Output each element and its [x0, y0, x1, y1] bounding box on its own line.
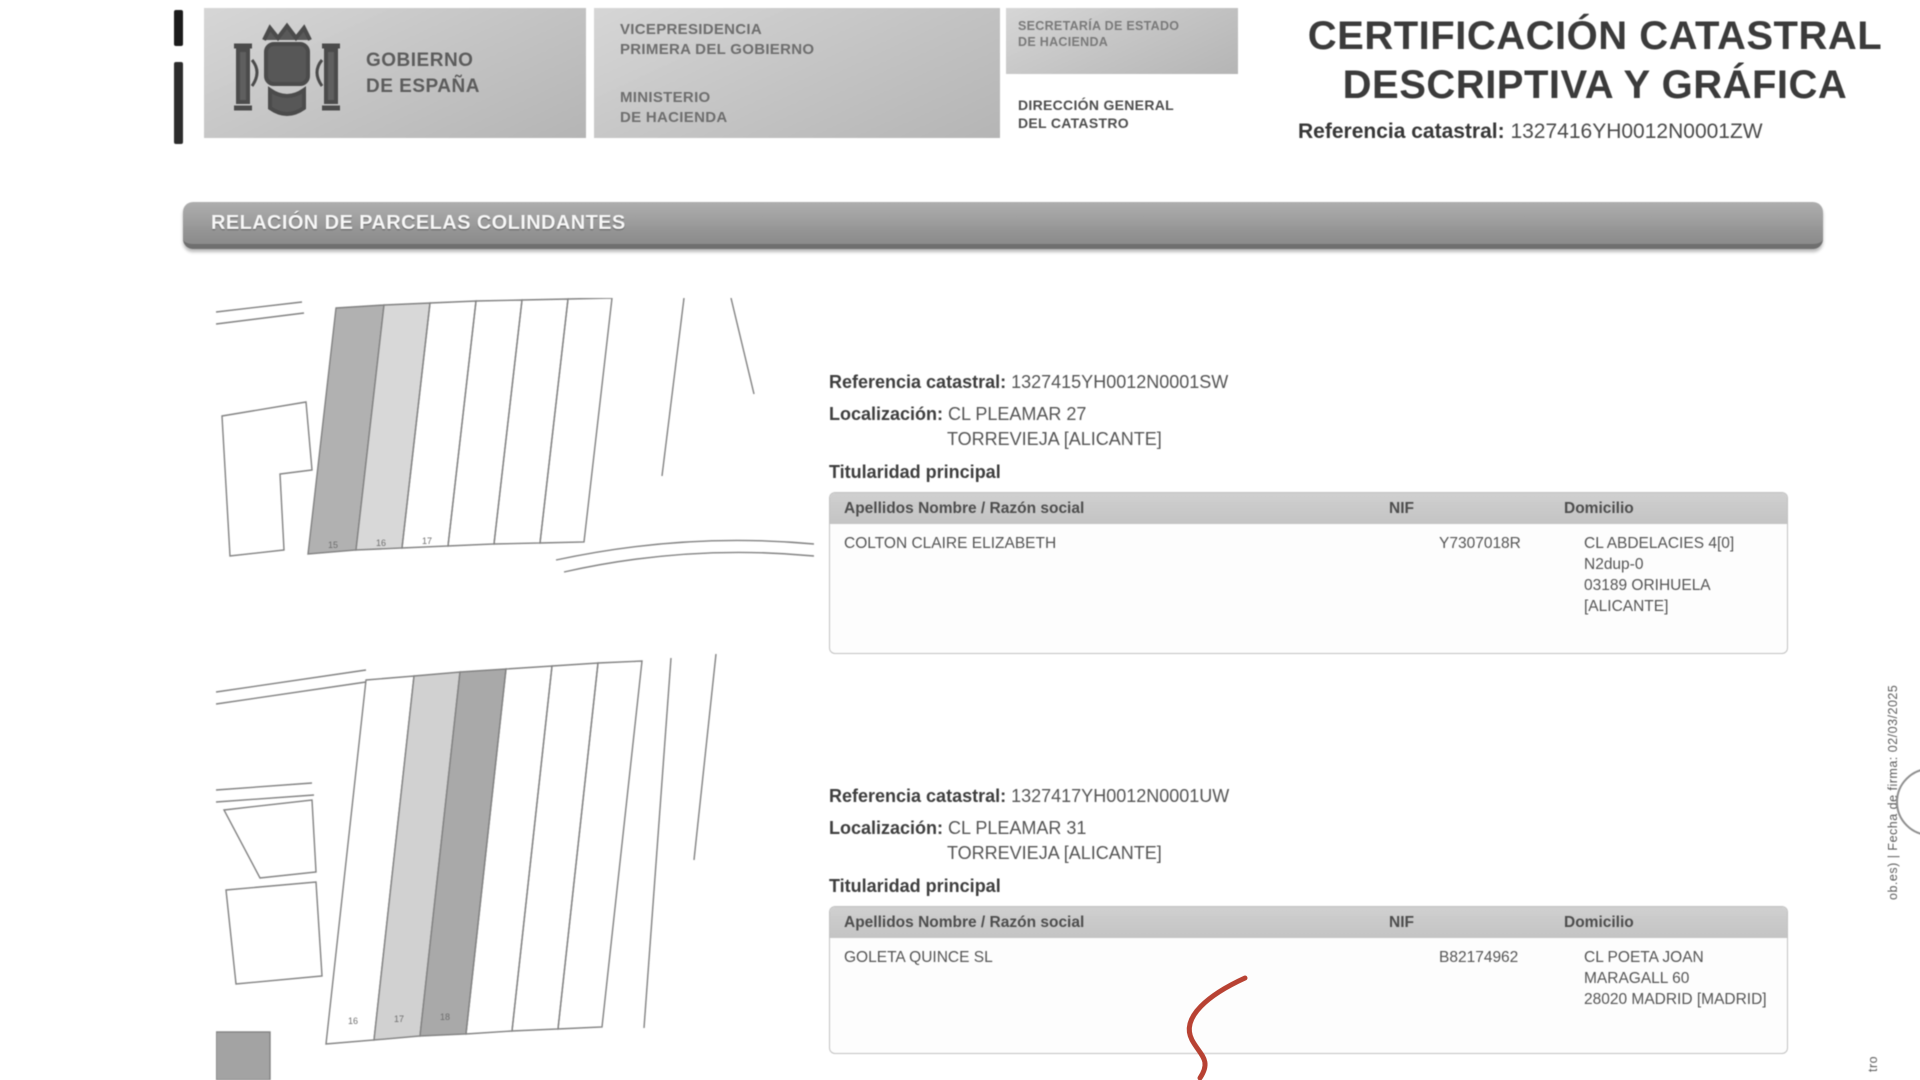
col-apellidos: Apellidos Nombre / Razón social [844, 499, 1085, 517]
map-parcel-number: 16 [376, 538, 387, 548]
margin-signature-text-2: tro [1866, 1055, 1880, 1072]
titular-domicilio: CL POETA JOAN MARAGALL 60 28020 MADRID [MADRID] [1584, 949, 1767, 1008]
titular-nif: B82174962 [1439, 949, 1519, 966]
table-row [830, 938, 1787, 1011]
secretaria-label: SECRETARÍA DE ESTADO DE HACIENDA [1018, 19, 1180, 50]
main-ref-value: 1327416YH0012N0001ZW [1510, 120, 1763, 143]
titular-domicilio: CL ABDELACIES 4[0] N2dup-0 03189 ORIHUELA [ALICANTE] [1584, 535, 1735, 615]
parcel1-ref-line [829, 372, 1228, 393]
col-apellidos: Apellidos Nombre / Razón social [844, 913, 1085, 931]
parcel-map-2 [216, 640, 814, 1080]
map-parcel-number: 15 [328, 540, 339, 550]
ref-value: 1327415YH0012N0001SW [1011, 372, 1229, 392]
map-parcel-number: 17 [422, 536, 433, 546]
margin-signature-text: ob.es) | Fecha de firma: 02/03/2025 [1886, 684, 1900, 900]
parcel2-titularidad-table [829, 906, 1788, 1054]
parcel1-loc-line2: TORREVIEJA [ALICANTE] [947, 429, 1162, 449]
map-parcel-number: 16 [348, 1016, 359, 1026]
main-ref-line [1298, 120, 1763, 144]
parcel1-loc-line [829, 404, 1086, 425]
col-domicilio: Domicilio [1564, 499, 1634, 517]
titular-nif: Y7307018R [1439, 535, 1521, 552]
page-title: CERTIFICACIÓN CATASTRAL DESCRIPTIVA Y GRÁFICA [1307, 14, 1883, 107]
spain-coat-of-arms-icon [226, 20, 348, 131]
gobierno-logo-box [204, 8, 586, 138]
col-domicilio: Domicilio [1564, 913, 1634, 931]
ministerio-box [594, 8, 1000, 138]
vicepresidencia-label: VICEPRESIDENCIA PRIMERA DEL GOBIERNO [620, 21, 815, 58]
main-ref-label: Referencia catastral: [1298, 120, 1505, 143]
ref-label: Referencia catastral: [829, 786, 1007, 806]
section-title: RELACIÓN DE PARCELAS COLINDANTES [211, 212, 626, 234]
map-parcel-number: 18 [440, 1012, 451, 1022]
col-nif: NIF [1389, 913, 1414, 931]
scan-artifact [174, 10, 183, 46]
gobierno-label: GOBIERNO DE ESPAÑA [366, 50, 480, 97]
scan-artifact [174, 62, 183, 144]
loc-value: CL PLEAMAR 31 [948, 818, 1087, 838]
secretaria-box [1006, 8, 1238, 74]
ref-label: Referencia catastral: [829, 372, 1007, 392]
red-pen-annotation [1150, 972, 1290, 1080]
ministerio-label: MINISTERIO DE HACIENDA [620, 89, 728, 126]
direccion-catastro-label: DIRECCIÓN GENERAL DEL CATASTRO [1018, 97, 1174, 132]
parcel1-titularidad-label: Titularidad principal [829, 462, 1001, 482]
parcel2-titularidad-label: Titularidad principal [829, 876, 1001, 896]
titular-name: COLTON CLAIRE ELIZABETH [844, 535, 1057, 552]
loc-label: Localización: [829, 818, 944, 838]
loc-label: Localización: [829, 404, 944, 424]
col-nif: NIF [1389, 499, 1414, 517]
loc-value: CL PLEAMAR 27 [948, 404, 1087, 424]
titular-name: GOLETA QUINCE SL [844, 949, 993, 966]
map-parcel-number: 17 [394, 1014, 405, 1024]
parcel-map-1 [216, 298, 814, 586]
parcel2-loc-line2: TORREVIEJA [ALICANTE] [947, 843, 1162, 863]
section-header-bar [183, 202, 1823, 249]
table-row [830, 524, 1787, 618]
parcel1-titularidad-table [829, 492, 1788, 654]
table-header-row [830, 907, 1787, 938]
table-header-row [830, 493, 1787, 524]
parcel2-loc-line [829, 818, 1086, 839]
ref-value: 1327417YH0012N0001UW [1011, 786, 1230, 806]
parcel2-ref-line [829, 786, 1229, 807]
